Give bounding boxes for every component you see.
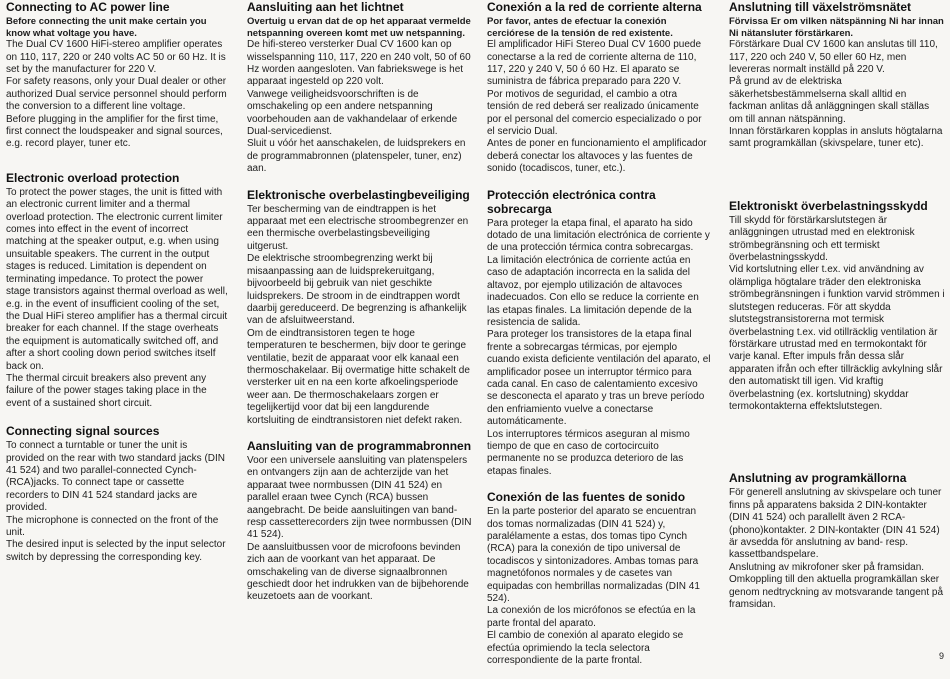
paragraph: Om de eindtransistoren tegen te hoge temperaturen te beschermen, bijv door te geringe ventilatie, bezit de apparaat voor elk kanaal een thermoschakelaar. Bij overmatige hitte schakelt de versterker uit en na een korte afkoelingsperiode weer aan. De thermoschakelaars zorgen er tegelijkertijd voor dat bij een langdurende kortsluiting de eindtransistoren niet defekt raken.	[247, 327, 470, 426]
paragraph: Innan förstärkaren kopplas in ansluts högtalarna samt programkällan (skivspelare, tuner etc).	[729, 126, 943, 150]
paragraph: Sluit u vóór het aanschakelen, de luidsprekers en de programmabronnen (platenspeler, tuner, enz) aan.	[247, 138, 466, 175]
paragraph: Por motivos de seguridad, el cambio a otra tensión de red deberá ser realizado únicamente por el personal del comercio especializado o por el servicio Dual.	[487, 88, 702, 138]
section-overload	[6, 171, 228, 410]
section-title: Conexión de las fuentes de sonido	[487, 490, 686, 505]
paragraph: Vid kortslutning eller t.ex. vid användning av olämpliga högtalare träder den elektroniska strömbegränsningen i funktion varvid strömmen i slutstegen reduceras. För att skydda slutstegstransistorerna mot termisk överbelastning t.ex. vid otillräcklig ventilation är förstärkare utrustad med en termokontakt för varje kanal. Efter impuls från dessa slår apparaten ifrån och efter tillräcklig avkylning slår den automatiskt till igen. Vid kraftig överbelastning (ex. kortslutning) skyddar termokontakterna effektslutstegen.	[729, 264, 945, 412]
paragraph: De hifi-stereo versterker Dual CV 1600 kan op wisselspanning 110, 117, 220 en 240 volt, 50 of 60 Hz worden aangesloten. Van fabriekswege is het apparaat ingesteld op 220 volt.	[247, 39, 471, 88]
section-power-line	[247, 0, 472, 176]
paragraph: The desired input is selected by the input selector switch by depressing the corresponding key.	[6, 539, 226, 563]
section-title: Aansluiting van de programmabronnen	[247, 438, 472, 453]
paragraph: Vanwege veiligheidsvoorschriften is de omschakeling op een andere netspanning voorbehouden aan de vakhandelaar of erkende Dual-servicedienst.	[247, 88, 458, 138]
section-signal-sources	[247, 439, 472, 604]
section-title: Anslutning av programkällorna	[729, 471, 907, 486]
section-lead: Förvissa Er om vilken nätspänning Ni har innan Ni nätansluter förstärkaren.	[729, 16, 944, 39]
section-power-line	[487, 0, 711, 176]
paragraph: Antes de poner en funcionamiento el amplificador deberá conectar los altavoces y las fuentes de sonido (tocadiscos, tuner, etc.).	[487, 138, 707, 175]
section-lead: Overtuig u ervan dat de op het apparaat vermelde netspanning overeen komt met uw netspanning.	[247, 16, 471, 39]
section-signal-sources	[729, 471, 945, 611]
paragraph: Till skydd för förstärkarslutstegen är anläggningen utrustad med en elektronisk strömbegränsning och ett termiskt överbelastningsskydd.	[729, 214, 915, 264]
section-power-line	[729, 0, 945, 151]
section-lead: Before connecting the unit make certain you know what voltage you have.	[6, 16, 207, 39]
paragraph: Förstärkare Dual CV 1600 kan anslutas till 110, 117, 220 och 240 V, 50 eller 60 Hz, men levereras normalt inställd på 220 V.	[729, 39, 938, 75]
paragraph: Los interruptores térmicos aseguran al mismo tiempo de que en caso de cortocircuito permanente no se produzca deterioro de las etapas finales.	[487, 428, 690, 477]
paragraph: Before plugging in the amplifier for the first time, first connect the loudspeaker and signal sources, e.g. record player, tuner etc.	[6, 113, 223, 150]
paragraph: To connect a turntable or tuner the unit is provided on the rear with two standard jacks (DIN 41 524) and two parallel-connected Cynch-(RCA)jacks. To connect tape or cassette recorders to DIN 41 524 standard jacks are provided.	[6, 440, 225, 514]
section-title: Connecting to AC power line	[6, 0, 170, 14]
paragraph: To protect the power stages, the unit is fitted with an electronic current limiter and a thermal overload protection. The electronic current limiter comes into effect in the event of incorrect matching at the speaker output, e.g. when using unsuitable speakers. The current in the output stages is reduced. Limitation is dependent on terminating impedance. To protect the power stage transistors against thermal overload as well, e.g. in the event of insufficient cooling of the set, the Dual HiFi stereo amplifier has a thermal circuit breaker for each channel. If the stage overheats the equipment is automatically switched off, and after a short cooling down period switches itself back on.	[6, 186, 228, 372]
paragraph: De aansluitbussen voor de microfoons bevinden zich aan de voorkant van het apparaat. De omschakeling van de diverse signaalbronnen geschiedt door het indrukken van de bijbehorende keuzetoets aan de voorkant.	[247, 541, 469, 603]
paragraph: El amplificador HiFi Stereo Dual CV 1600 puede conectarse a la red de corriente alterna de 110, 117, 220 y 240 V, 50 ó 60 Hz. El aparato se suministra de fábrica preparado para 220 V.	[487, 39, 701, 88]
column-swedish	[729, 0, 945, 623]
section-title: Aansluiting aan het lichtnet	[247, 0, 404, 14]
column-english	[6, 0, 228, 576]
section-title: Elektronische overbelastingbeveiliging	[247, 187, 470, 202]
paragraph: Para proteger la etapa final, el aparato ha sido dotado de una limitación electrónica de corriente y de una protección térmica contra sobrecargas.	[487, 217, 710, 254]
paragraph: The thermal circuit breakers also prevent any failure of the power stages taking place in the event of a sustained short circuit.	[6, 372, 207, 409]
paragraph: En la parte posterior del aparato se encuentran dos tomas normalizadas (DIN 41 524) y, paralélamente a estas, dos tomas tipo Cynch (RCA) para la conexión de tipo universal de tocadiscos y sintonizadores. Ambas tomas para magnetófonos normales y de casetes van equipadas con hembrillas normalizadas (DIN 41 524).	[487, 506, 700, 605]
section-signal-sources	[6, 424, 228, 564]
paragraph: The Dual CV 1600 HiFi-stereo amplifier operates on 110, 117, 220 or 240 volts AC 50 or 60 Hz. It is set by the manufacturer for 220 V.	[6, 39, 226, 75]
column-spanish	[487, 0, 711, 679]
paragraph: Anslutning av mikrofoner sker på framsidan. Omkoppling till den aktuella programkällan sker genom nedtryckning av motsvarande tangent på framsidan.	[729, 561, 944, 610]
section-title: Protección electrónica contra sobrecarga	[487, 187, 656, 216]
paragraph: Voor een universele aansluiting van platenspelers en ontvangers zijn aan de achterzijde van het apparaat twee normbussen (DIN 41 524) en parallel eraan twee Cynch (RCA) bussen aangebracht. De beide aansluitingen van band- resp cassetterecorders zijn twee normbussen (DIN 41 524).	[247, 454, 472, 541]
section-title: Anslutning till växelströmsnätet	[729, 0, 912, 14]
section-overload	[487, 188, 711, 479]
section-title: Conexión a la red de corriente alterna	[487, 0, 702, 14]
paragraph: El cambio de conexión al aparato elegido se efectúa oprimiendo la tecla selectora correspondiente de la parte frontal.	[487, 630, 684, 667]
section-title: Connecting signal sources	[6, 424, 160, 439]
paragraph: För generell anslutning av skivspelare och tuner finns på apparatens baksida 2 DIN-kontakter (DIN 41 524) och parallellt även 2 RCA-(phono)kontakter. 2 DIN-kontakter (DIN 41 524) är avsedda för anslutning av band- resp. kassettbandspelare.	[729, 487, 942, 561]
section-signal-sources	[487, 490, 711, 667]
section-overload	[729, 199, 945, 414]
section-overload	[247, 188, 472, 427]
paragraph: På grund av de elektriska säkerhetsbestämmelserna skall alltid en fackman anlitas då anläggningen skall ställas om till annan nätspänning.	[729, 76, 930, 125]
paragraph: La conexión de los micrófonos se efectúa en la parte frontal del aparato.	[487, 605, 696, 629]
section-lead: Por favor, antes de efectuar la conexión cerciórese de la tensión de red existente.	[487, 16, 673, 39]
paragraph: Para proteger los transistores de la etapa final frente a sobrecargas térmicas, por ejemplo cuando exista deficiente ventilación del aparato, el amplificador posee un interruptor térmico para cada canal. En caso de calentamiento excesivo se desconecta el aparato y tras un breve período den enfriamiento vuelve a conectarse automáticamente.	[487, 329, 711, 428]
section-power-line	[6, 0, 228, 151]
paragraph: La limitación electrónica de corriente actúa en caso de adaptación incorrecta en la salida del altavoz, por ejemplo utilización de altavoces inadecuados. Con ello se reduce la corriente en las etapas finales. La limitación depende de la resistencia de salida.	[487, 254, 699, 328]
paragraph: De elektrische stroombegrenzing werkt bij misaanpassing aan de luidsprekeruitgang, bijvoorbeeld bij gebruik van niet geschikte luidsprekers. De stroom in de eindtrappen wordt daarbij gereduceerd. De begrenzing is afhankelijk van de afsluitweerstand.	[247, 253, 467, 327]
paragraph: The microphone is connected on the front of the unit.	[6, 514, 219, 538]
paragraph: For safety reasons, only your Dual dealer or other authorized Dual service personnel should perform the conversion to a different line voltage.	[6, 76, 227, 113]
section-title: Electronic overload protection	[6, 170, 180, 185]
paragraph: Ter bescherming van de eindtrappen is het apparaat met een electrische stroombegrenzer en een thermische overbelastingsbeveiliging uitgerust.	[247, 203, 469, 252]
page-number: 9	[938, 651, 944, 661]
column-dutch	[247, 0, 472, 616]
section-title: Elektroniskt överbelastningsskydd	[729, 198, 928, 213]
